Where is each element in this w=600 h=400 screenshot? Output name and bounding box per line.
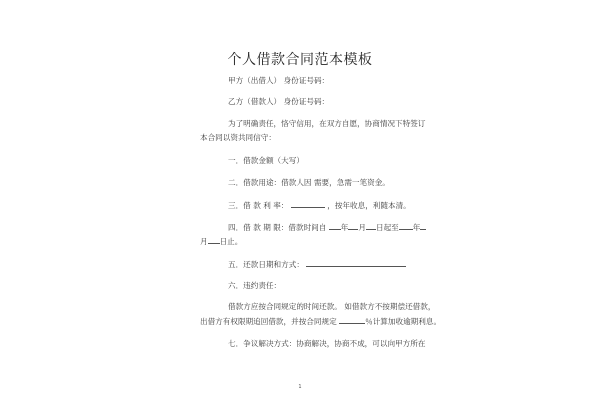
clause-interest-rate: [228, 200, 411, 211]
end-day-blank: [208, 236, 220, 244]
end-month-blank: [420, 222, 426, 230]
clause-term-mid: 日起至: [375, 223, 399, 232]
start-month-label: 月: [358, 223, 366, 232]
clause-term-label: 四．借 款 期 限：借款时间自: [228, 223, 327, 232]
page-number: 1: [298, 384, 302, 390]
breach-line-2-text: 出借方有权限期追回借款，并按合同规定: [200, 317, 337, 326]
clause-term: [228, 222, 426, 233]
start-day-blank: [366, 222, 376, 230]
clause-breach: 六．违约责任：: [228, 281, 282, 290]
clause-term-end: 日止。: [219, 237, 243, 246]
clause-repayment-label: 五．还款日期和方式：: [228, 260, 304, 269]
preamble-line-2: 本合同以资共同信守：: [200, 133, 276, 142]
end-month-label: 月: [200, 237, 208, 246]
end-year-blank: [399, 222, 413, 230]
clause-interest-label: 三．借 款 利 率：: [228, 201, 289, 210]
clause-interest-suffix: ，按年收息，利随本清。: [327, 201, 411, 210]
start-year-label: 年: [340, 223, 349, 232]
preamble-line-1: 为了明确责任，恪守信用，在双方自愿，协商情况下特签订: [228, 119, 426, 128]
clause-purpose: 二．借款用途：借款人因 需要，急需一笔资金。: [228, 178, 390, 187]
clause-repayment: [228, 259, 406, 270]
page-title: 个人借款合同范本模板: [227, 52, 373, 68]
party-a-line: 甲方（出借人） 身份证号码：: [228, 76, 330, 85]
start-month-blank: [348, 222, 358, 230]
breach-line-1: 借款方应按合同规定的时间还款。 如借款方不按期偿还借款，: [228, 302, 436, 311]
clause-dispute: 七．争议解决方式：协商解决，协商不成，可以向甲方所在: [228, 339, 426, 348]
party-b-line: 乙方（借款人） 身份证号码：: [228, 97, 330, 106]
penalty-rate-blank: [339, 316, 365, 324]
clause-amount: 一．借款金额（大写）: [228, 156, 304, 165]
clause-term-continued: [200, 236, 242, 247]
repayment-blank: [306, 259, 406, 267]
breach-line-2-suffix: ％计算加收逾期利息。: [365, 317, 442, 326]
start-year-blank: [329, 222, 341, 230]
breach-line-2: [200, 316, 441, 327]
interest-rate-blank: [291, 200, 325, 208]
end-year-label: 年: [412, 223, 421, 232]
